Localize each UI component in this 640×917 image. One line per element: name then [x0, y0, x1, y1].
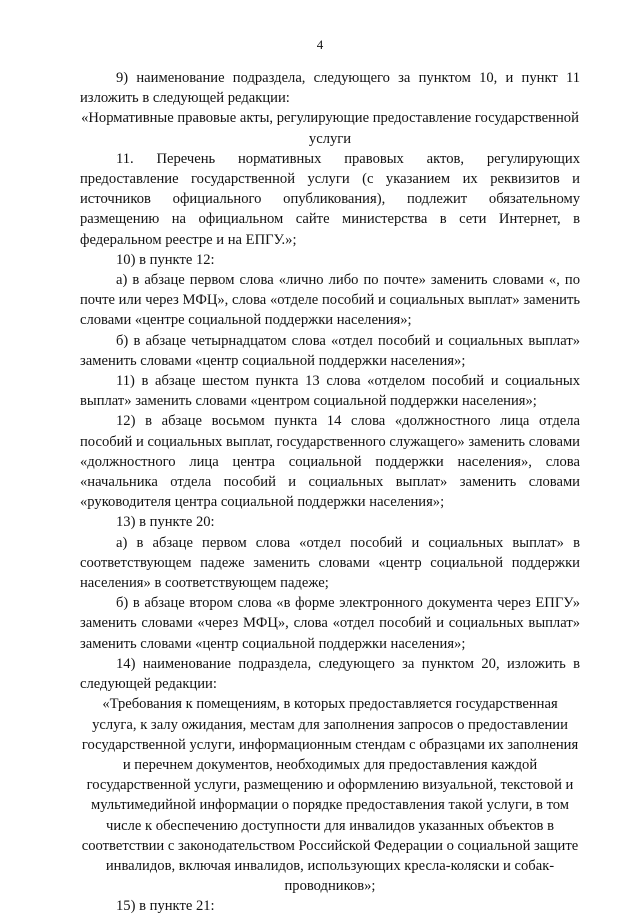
body-paragraph: 10) в пункте 12: [116, 251, 215, 268]
centered-heading-paragraph: «Требования к помещениям, в которых предоставляется государственная услуга, к залу ожидания, местам для заполнения запросов о предоставлении государственной услуги, информационным стендам с образцами их заполнения и перечнем документов, необходимых для предоставления каждой государственной услуги, размещению и оформлению визуальной, текстовой и мультимедийной информации о порядке предоставления такой услуги, в том числе к обеспечению доступности для инвалидов указанных объектов в соответствии с законодательством Российской Федерации о социальной защите инвалидов, включая инвалидов, использующих кресла-коляски и собак-проводников»; [81, 696, 579, 895]
body-paragraph: 12) в абзаце восьмом пункта 14 слова «должностного лица отдела пособий и социальных выплат, государственного служащего» заменить словами «должностного лица центра социальной поддержки населения», слова «начальника отдела пособий и социальных выплат» заменить словами «руководителя центра социальной поддержки населения»; [80, 413, 580, 511]
document-body [80, 68, 580, 917]
body-paragraph: 13) в пункте 20: [116, 514, 215, 531]
body-paragraph: 11) в абзаце шестом пункта 13 слова «отделом пособий и социальных выплат» заменить словами «центром социальной поддержки населения»; [80, 373, 580, 410]
centered-heading-paragraph: «Нормативные правовые акты, регулирующие предоставление государственной услуги [81, 110, 579, 147]
body-paragraph: б) в абзаце четырнадцатом слова «отдел пособий и социальных выплат» заменить словами «центр социальной поддержки населения»; [80, 332, 580, 369]
page-number: 4 [316, 37, 324, 52]
body-paragraph: а) в абзаце первом слова «отдел пособий и социальных выплат» в соответствующем падеже заменить словами «центр социальной поддержки населения» в соответствующем падеже; [80, 534, 580, 592]
body-paragraph: 11. Перечень нормативных правовых актов, регулирующих предоставление государственной услуги (с указанием их реквизитов и источников официального опубликования), подлежит обязательному размещению на официальном сайте министерства в сети Интернет, в федеральном реестре и на ЕПГУ.»; [80, 150, 580, 248]
body-paragraph: 15) в пункте 21: [116, 898, 215, 915]
body-paragraph: а) в абзаце первом слова «лично либо по почте» заменить словами «, по почте или через МФЦ», слова «отделе пособий и социальных выплат» заменить словами «центре социальной поддержки населения»; [80, 272, 580, 329]
body-paragraph: 9) наименование подраздела, следующего за пунктом 10, и пункт 11 изложить в следующей редакции: [80, 70, 580, 107]
body-paragraph: б) в абзаце втором слова «в форме электронного документа через ЕПГУ» заменить словами «через МФЦ», слова «отдел пособий и социальных выплат» заменить словами «центр социальной поддержки населения»; [80, 595, 580, 652]
body-paragraph: 14) наименование подраздела, следующего за пунктом 20, изложить в следующей редакции: [80, 655, 580, 693]
